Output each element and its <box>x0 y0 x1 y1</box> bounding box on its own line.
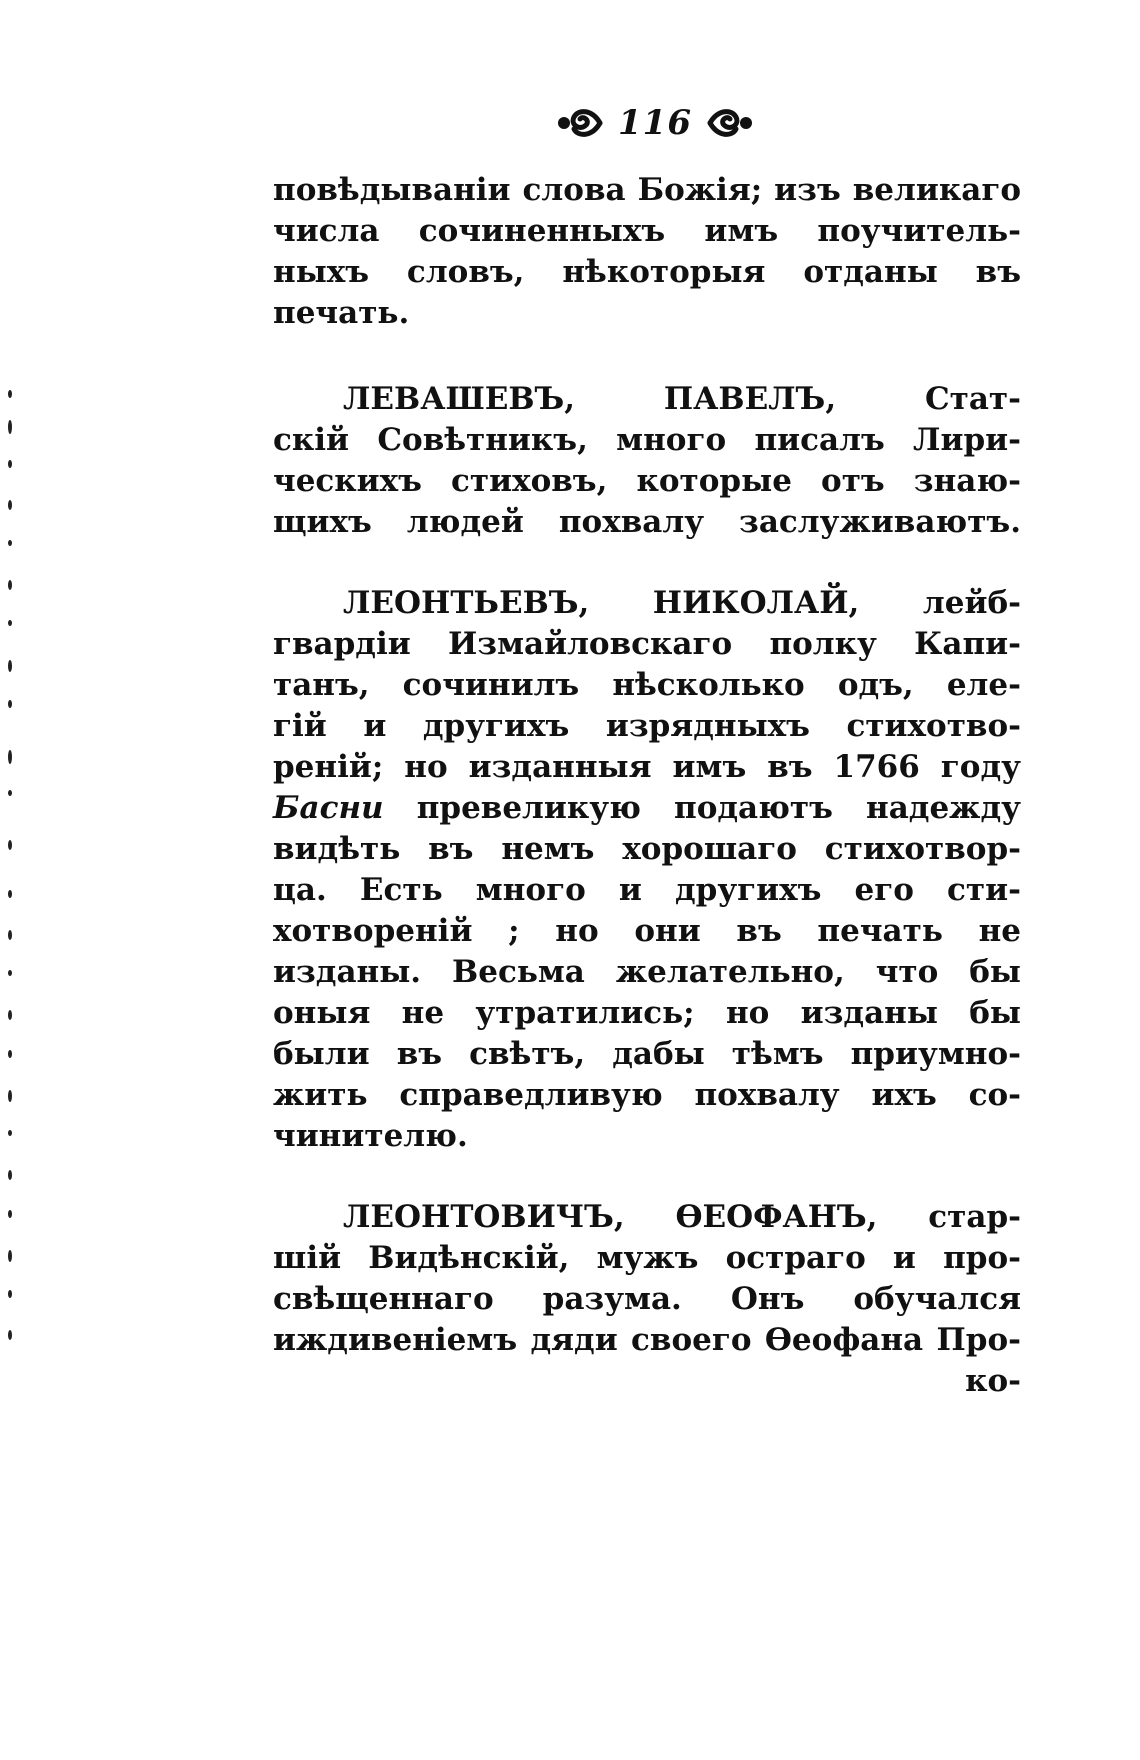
text-line: повѣдываніи слова Божія; изъ великаго <box>273 172 1021 208</box>
text-line: чинителю. <box>273 1118 468 1154</box>
entry-leontovich <box>273 1197 1021 1402</box>
entry-leontiev <box>273 583 1021 1157</box>
text-line: свѣщеннаго разума. Онъ обучался <box>273 1281 1021 1317</box>
text-line: изданы. Весьма желательно, что бы <box>273 954 1021 990</box>
left-ornament-icon <box>556 103 604 143</box>
text-line: были въ свѣтъ, дабы тѣмъ приумно- <box>273 1036 1021 1072</box>
right-ornament-icon <box>706 103 754 143</box>
margin-bleed-through <box>0 390 24 1350</box>
text-line: реній; но изданныя имъ въ 1766 году <box>273 749 1021 785</box>
catchword: ко- <box>965 1363 1021 1399</box>
entry-heading-line: ЛЕОНТЬЕВЪ, НИКОЛАЙ, лейб- <box>343 585 1021 621</box>
text-line: ныхъ словъ, нѣкоторыя отданы въ <box>273 254 1021 290</box>
text-line: скій Совѣтникъ, много писалъ Лири- <box>273 422 1021 458</box>
text-line: шій Видѣнскій, мужъ остраго и про- <box>273 1240 1021 1276</box>
text-line: гій и другихъ изрядныхъ стихотво- <box>273 708 1021 744</box>
text-line: оныя не утратились; но изданы бы <box>273 995 1021 1031</box>
text-line: числа сочиненныхъ имъ поучитель- <box>273 213 1021 249</box>
text-line: жить справедливую похвалу ихъ со- <box>273 1077 1021 1113</box>
text-line: щихъ людей похвалу заслуживаютъ. <box>273 504 1021 540</box>
text-line: печать. <box>273 295 410 331</box>
text-line: ца. Есть много и другихъ его сти- <box>273 872 1021 908</box>
paragraph-continuation <box>273 170 1021 334</box>
text-line: ческихъ стиховъ, которые отъ знаю- <box>273 463 1021 499</box>
entry-heading-line: ЛЕОНТОВИЧЪ, ѲЕОФАНЪ, стар- <box>343 1199 1021 1235</box>
entry-heading-line: ЛЕВАШЕВЪ, ПАВЕЛЪ, Стат- <box>343 381 1021 417</box>
text-line: гвардіи Измайловскаго полку Капи- <box>273 626 1021 662</box>
text-line: танъ, сочинилъ нѣсколько одъ, еле- <box>273 667 1021 703</box>
entry-levashev <box>273 379 1021 543</box>
page-body <box>273 170 1021 1402</box>
page-header <box>540 96 770 150</box>
text-line: видѣть въ немъ хорошаго стихотвор- <box>273 831 1021 867</box>
page-number: 116 <box>618 103 692 143</box>
text-line: Басни превеликую подаютъ надежду <box>273 790 1021 826</box>
text-line: хотвореній ; но они въ печать не <box>273 913 1021 949</box>
text-line: иждивеніемъ дяди своего Ѳеофана Про- <box>273 1322 1021 1358</box>
italic-title: Басни <box>273 790 384 826</box>
